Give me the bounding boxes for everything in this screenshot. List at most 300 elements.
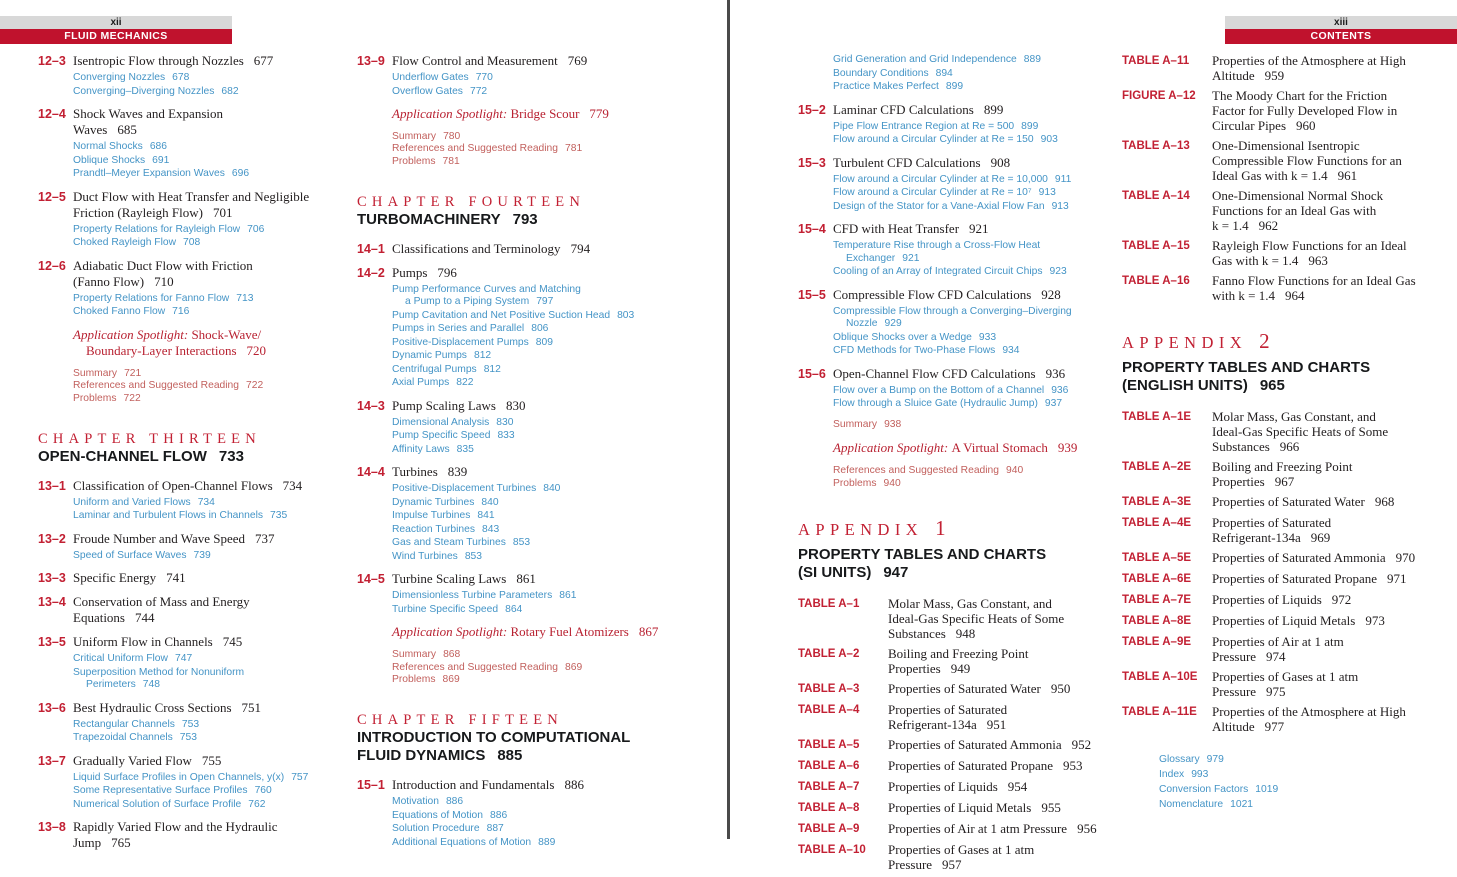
end-matter-item: Problems 869 xyxy=(392,674,460,686)
table-title xyxy=(1212,613,1445,629)
end-matter-item: References and Suggested Reading 781 xyxy=(392,143,583,155)
toc-section xyxy=(38,753,350,812)
end-matter xyxy=(392,131,693,169)
section-body xyxy=(73,478,350,523)
table-entry xyxy=(1122,571,1445,587)
page-ref: 869 xyxy=(442,674,460,686)
page-ref: 806 xyxy=(531,323,549,335)
table-title-line: Altitude 977 xyxy=(1212,719,1285,734)
subentry-line: Solution Procedure 887 xyxy=(392,823,504,835)
section-number: 15–6 xyxy=(798,366,826,381)
subentry-line: Flow over a Bump on the Bottom of a Channel 936 xyxy=(833,384,1069,396)
table-label: TABLE A–7E xyxy=(1122,594,1192,606)
section-body xyxy=(392,777,693,849)
table-label: TABLE A–4 xyxy=(798,704,860,717)
subentry-list xyxy=(833,174,1106,214)
page-ref: 957 xyxy=(942,857,962,873)
page-ref: 952 xyxy=(1071,737,1092,753)
toc-section xyxy=(798,287,1106,358)
section-number: 12–5 xyxy=(38,189,66,204)
table-title-line: Properties of Saturated Propane 971 xyxy=(1212,571,1407,586)
table-title-line: Ideal-Gas Specific Heats of Some xyxy=(888,611,1065,627)
toc-subentry xyxy=(73,168,350,181)
table-title-line: Molar Mass, Gas Constant, and xyxy=(888,596,1052,612)
subentry-line: Temperature Rise through a Cross-Flow Heat xyxy=(833,240,1041,251)
section-title-line: Pumps 796 xyxy=(392,264,457,280)
table-title-line: k = 1.4 962 xyxy=(1212,218,1279,233)
table-entry xyxy=(798,681,1106,697)
page-ref: 948 xyxy=(955,626,976,642)
table-title-line: Altitude 959 xyxy=(1212,68,1285,83)
page-ref: 956 xyxy=(1077,821,1097,837)
toc-section xyxy=(357,464,693,563)
page-ref: 936 xyxy=(1045,365,1066,381)
page-ref: 739 xyxy=(193,549,211,561)
subentry-line: Some Representative Surface Profiles 760 xyxy=(73,785,272,797)
running-header xyxy=(0,29,232,44)
page-ref: 889 xyxy=(538,836,556,848)
section-body xyxy=(73,634,350,692)
section-body xyxy=(833,366,1106,411)
subentry-line: Speed of Surface Waves 739 xyxy=(73,549,211,561)
page-ref: 713 xyxy=(236,292,254,304)
subentry-line: Nozzle 929 xyxy=(846,318,902,329)
subentry-line: Dimensional Analysis 830 xyxy=(392,416,514,428)
table-title-line: One-Dimensional Isentropic xyxy=(1212,138,1360,153)
subentry-line: CFD Methods for Two-Phase Flows 934 xyxy=(833,345,1020,356)
page-ref: 839 xyxy=(447,464,468,480)
page-ref: 928 xyxy=(1041,286,1061,302)
table-title-line: Properties of Gases at 1 atm xyxy=(1212,669,1359,684)
page-ref: 735 xyxy=(270,510,288,522)
chapter-title: OPEN-CHANNEL FLOW 733 xyxy=(38,447,244,465)
page-ref: 685 xyxy=(117,122,137,137)
table-title xyxy=(1212,88,1445,133)
subentry-line: Uniform and Varied Flows 734 xyxy=(73,496,215,508)
table-entry xyxy=(1122,704,1445,734)
page-ref: 861 xyxy=(516,571,536,587)
section-body xyxy=(73,189,350,250)
toc-section xyxy=(798,221,1106,279)
toc-subentry xyxy=(73,550,350,563)
section-body xyxy=(392,241,693,257)
subentry-list xyxy=(73,653,350,692)
section-title-line: Introduction and Fundamentals 886 xyxy=(392,777,584,793)
table-entry-list xyxy=(1122,409,1445,734)
toc-section xyxy=(357,777,693,849)
table-title-line: Boiling and Freezing Point xyxy=(1212,459,1353,474)
page-ref: 899 xyxy=(983,101,1004,117)
page-ref: 760 xyxy=(254,785,272,797)
subentry-line: Rectangular Channels 753 xyxy=(73,718,200,730)
page-ref: 993 xyxy=(1191,769,1209,780)
section-title-line: Adiabatic Duct Flow with Friction xyxy=(73,257,253,273)
toc-column xyxy=(357,53,693,859)
table-label: TABLE A–6 xyxy=(798,760,860,773)
section-number: 14–4 xyxy=(357,465,385,480)
table-label: TABLE A–8E xyxy=(1122,615,1192,627)
table-title-line: Substances 948 xyxy=(888,626,976,642)
subentry-line: Design of the Stator for a Vane-Axial Flow Fan 913 xyxy=(833,200,1069,212)
page-ref: 934 xyxy=(1002,345,1020,356)
table-entry xyxy=(798,779,1106,795)
chapter-title: TURBOMACHINERY 793 xyxy=(357,210,538,228)
subentry-line: Pump Specific Speed 833 xyxy=(392,430,515,442)
subentry-line: Motivation 886 xyxy=(392,796,464,808)
subentry-list xyxy=(392,72,693,98)
page-ref: 748 xyxy=(142,679,160,691)
subentry-line: Laminar and Turbulent Flows in Channels 735 xyxy=(73,510,288,522)
page-ref: 868 xyxy=(443,648,461,660)
spotlight-line: Application Spotlight: Bridge Scour 779 xyxy=(392,106,609,121)
page-ref: 781 xyxy=(442,156,460,168)
page-ref: 975 xyxy=(1266,684,1286,699)
section-number: 13–3 xyxy=(38,571,66,586)
page-ref: 953 xyxy=(1062,758,1083,774)
page-ref: 706 xyxy=(247,223,265,235)
toc-subentry xyxy=(833,68,1106,81)
section-title-line: Pump Scaling Laws 830 xyxy=(392,397,526,413)
section-number: 15–2 xyxy=(798,102,826,117)
page-ref: 969 xyxy=(1310,530,1331,545)
section-body xyxy=(392,398,693,457)
end-matter-item: References and Suggested Reading 722 xyxy=(73,380,264,392)
subentry-list xyxy=(833,385,1106,411)
table-title-line: Properties of Saturated Water 968 xyxy=(1212,494,1395,509)
chapter-kicker: CHAPTER FOURTEEN xyxy=(357,193,586,210)
toc-subentry xyxy=(73,510,350,523)
section-title-line: Froude Number and Wave Speed 737 xyxy=(73,530,275,546)
page-ref: 794 xyxy=(570,240,591,256)
toc-subentry xyxy=(392,364,693,377)
page-ref: 864 xyxy=(505,603,523,615)
toc-subentry xyxy=(833,201,1106,214)
table-entry xyxy=(1122,550,1445,566)
page-ref: 971 xyxy=(1386,571,1407,586)
appendix-heading xyxy=(798,516,1106,582)
page-ref: 977 xyxy=(1264,719,1285,734)
spotlight-label: Application Spotlight: xyxy=(833,440,952,456)
toc-subentry xyxy=(392,604,693,617)
table-label: TABLE A–15 xyxy=(1122,240,1190,252)
columns-container xyxy=(38,53,693,859)
subentry-line: Turbine Specific Speed 864 xyxy=(392,603,523,615)
page-ref: 770 xyxy=(475,72,493,83)
table-label: TABLE A–4E xyxy=(1122,517,1192,529)
page-ref: 964 xyxy=(1284,288,1305,303)
subentry-line: Equations of Motion 886 xyxy=(392,809,508,821)
section-number: 12–6 xyxy=(38,258,66,273)
subentry-list xyxy=(392,796,693,849)
table-title-line: Properties of Air at 1 atm Pressure 956 xyxy=(888,821,1097,837)
table-label: TABLE A–14 xyxy=(1122,190,1190,202)
chapter-title: FLUID DYNAMICS 885 xyxy=(357,747,523,765)
page-ref: 830 xyxy=(496,416,514,428)
toc-column xyxy=(1122,53,1445,877)
table-title xyxy=(888,596,1106,641)
page-ref: 721 xyxy=(124,367,142,379)
page-ref: 835 xyxy=(456,443,474,455)
table-title xyxy=(1212,634,1445,664)
table-label: TABLE A–16 xyxy=(1122,275,1190,287)
subentry-line: Prandtl–Meyer Expansion Waves 696 xyxy=(73,168,250,179)
table-title-line: Refrigerant-134a 951 xyxy=(888,717,1007,733)
page-ref: 682 xyxy=(221,85,239,97)
toc-section xyxy=(798,155,1106,214)
page-ref: 720 xyxy=(246,343,267,358)
toc-column xyxy=(798,53,1106,877)
section-number: 13–1 xyxy=(38,478,66,493)
page-ref: 745 xyxy=(222,634,243,650)
page-ref: 710 xyxy=(154,273,174,289)
toc-subentry xyxy=(833,174,1106,187)
spotlight-line: Boundary-Layer Interactions 720 xyxy=(86,343,267,358)
table-title-line: Rayleigh Flow Functions for an Ideal xyxy=(1212,238,1407,253)
table-title-line: Functions for an Ideal Gas with xyxy=(1212,203,1377,218)
table-entry xyxy=(1122,138,1445,183)
page-ref: 960 xyxy=(1296,118,1316,133)
toc-section xyxy=(38,700,350,745)
page-ref: 869 xyxy=(565,661,583,673)
section-title-line: (Fanno Flow) 710 xyxy=(73,273,174,289)
subentry-list xyxy=(833,306,1106,358)
page-header-left xyxy=(0,16,232,44)
page-left xyxy=(0,0,727,851)
end-matter-item: Summary 721 xyxy=(73,367,142,379)
subentry-line: Critical Uniform Flow 747 xyxy=(73,653,193,665)
page-ref: 938 xyxy=(884,418,902,430)
backmatter-item: Conversion Factors 1019 xyxy=(1159,784,1279,795)
section-title-line: Best Hydraulic Cross Sections 751 xyxy=(73,699,262,715)
chapter-heading xyxy=(38,430,350,466)
page-ref: 737 xyxy=(255,530,275,546)
table-title-line: Molar Mass, Gas Constant, and xyxy=(1212,409,1376,424)
page-ref: 762 xyxy=(248,798,266,810)
toc-subentry xyxy=(73,497,350,510)
table-title-line: Pressure 957 xyxy=(888,857,962,873)
page-ref: 753 xyxy=(179,732,197,744)
subentry-line: Practice Makes Perfect 899 xyxy=(833,81,964,92)
table-title xyxy=(888,681,1106,697)
page-ref: 949 xyxy=(950,661,971,677)
toc-subentry xyxy=(833,345,1106,358)
toc-subentry xyxy=(73,224,350,237)
page-ref: 923 xyxy=(1049,266,1067,277)
table-entry xyxy=(1122,592,1445,608)
page-ref: 940 xyxy=(1006,464,1024,476)
table-label: TABLE A–1 xyxy=(798,598,860,611)
toc-subentry xyxy=(392,810,693,823)
table-label: TABLE A–10E xyxy=(1122,671,1198,683)
toc-subentry xyxy=(392,551,693,564)
section-title-line: Isentropic Flow through Nozzles 677 xyxy=(73,53,274,68)
subentry-line: Reaction Turbines 843 xyxy=(392,523,500,535)
spotlight-line: Application Spotlight: Shock-Wave/ xyxy=(73,326,262,342)
toc-subentry xyxy=(73,667,350,692)
subentry-line: Property Relations for Rayleigh Flow 706 xyxy=(73,223,265,235)
section-title-line: Waves 685 xyxy=(73,122,137,137)
table-title-line: Properties of Liquids 972 xyxy=(1212,592,1352,607)
page-ref: 744 xyxy=(135,610,155,626)
page-ref: 755 xyxy=(201,752,222,768)
spotlight-label: Application Spotlight: xyxy=(73,326,192,342)
toc-subentry xyxy=(392,284,693,309)
page-ref: 861 xyxy=(559,590,577,602)
page-ref: 843 xyxy=(482,523,500,535)
page-ref: 1019 xyxy=(1255,784,1279,795)
table-title xyxy=(1212,515,1445,545)
table-entry xyxy=(798,737,1106,753)
section-title-line: Compressible Flow CFD Calculations 928 xyxy=(833,286,1061,302)
section-title-line: Rapidly Varied Flow and the Hydraulic xyxy=(73,819,278,835)
table-label: TABLE A–2E xyxy=(1122,461,1192,473)
table-title xyxy=(888,702,1106,732)
section-body xyxy=(392,464,693,563)
subentry-list xyxy=(73,224,350,250)
toc-subentry xyxy=(73,772,350,785)
toc-subentry xyxy=(73,785,350,798)
toc-section xyxy=(38,570,350,586)
subentry-line: Exchanger 921 xyxy=(846,252,920,264)
subentry-line: Flow around a Circular Cylinder at Re = 150 903 xyxy=(833,134,1058,145)
page-ref: 853 xyxy=(512,537,531,549)
chapter-heading xyxy=(357,193,693,229)
toc-subentry xyxy=(392,510,693,523)
page-ref: 840 xyxy=(543,483,561,495)
toc-section xyxy=(357,53,693,98)
page-ref: 951 xyxy=(986,717,1007,733)
folio-number: xiii xyxy=(1334,17,1348,28)
table-title xyxy=(888,737,1106,753)
subentry-list xyxy=(392,417,693,457)
toc-subentry xyxy=(392,483,693,496)
section-number: 13–8 xyxy=(38,820,66,835)
toc-subentry xyxy=(392,417,693,430)
toc-section xyxy=(38,478,350,523)
table-title-line: Factor for Fully Developed Flow in xyxy=(1212,103,1398,118)
page-ref: 803 xyxy=(617,309,635,321)
end-matter xyxy=(833,465,1106,491)
table-title xyxy=(888,758,1106,774)
subentry-line: Gas and Steam Turbines 853 xyxy=(392,537,531,549)
page-ref: 751 xyxy=(241,699,262,715)
toc-section xyxy=(38,106,350,181)
page-ref: 963 xyxy=(1308,253,1328,268)
table-label: TABLE A–2 xyxy=(798,648,860,661)
toc-section xyxy=(38,53,350,98)
section-number: 14–3 xyxy=(357,398,385,413)
subentry-list xyxy=(73,293,350,319)
section-body xyxy=(833,221,1106,279)
table-entry xyxy=(798,800,1106,816)
subentry-line: Pump Performance Curves and Matching xyxy=(392,283,581,295)
page-ref: 962 xyxy=(1258,218,1279,233)
subentry-list xyxy=(833,121,1106,147)
page-header-right xyxy=(1225,16,1457,44)
page-ref: 833 xyxy=(497,430,515,442)
subentry-list xyxy=(73,719,350,745)
page-ref: 678 xyxy=(172,72,190,83)
section-title-line: Flow Control and Measurement 769 xyxy=(392,53,588,68)
section-number: 15–5 xyxy=(798,287,826,302)
page-ref: 970 xyxy=(1395,550,1416,565)
table-title xyxy=(888,800,1106,816)
subentry-line: Axial Pumps 822 xyxy=(392,377,474,389)
spotlight-label: Application Spotlight: xyxy=(392,106,511,121)
page-ref: 797 xyxy=(536,296,554,308)
appendix-heading xyxy=(1122,329,1445,395)
subentry-line: Perimeters 748 xyxy=(86,679,160,691)
subentry-list xyxy=(833,240,1106,279)
subentry-line: Affinity Laws 835 xyxy=(392,443,474,455)
section-title-line: Turbines 839 xyxy=(392,464,468,480)
table-title-line: Boiling and Freezing Point xyxy=(888,646,1029,662)
section-title-line: Conservation of Mass and Energy xyxy=(73,594,250,610)
page-ref: 972 xyxy=(1331,592,1352,607)
subentry-list xyxy=(73,550,350,563)
table-title-line: The Moody Chart for the Friction xyxy=(1212,88,1388,103)
end-matter xyxy=(392,649,693,687)
table-title xyxy=(1212,238,1445,268)
table-label: FIGURE A–12 xyxy=(1122,90,1196,102)
table-label: TABLE A–9E xyxy=(1122,636,1192,648)
table-title xyxy=(1212,669,1445,699)
section-number: 13–4 xyxy=(38,595,66,610)
backmatter xyxy=(1159,752,1445,812)
section-body xyxy=(73,531,350,563)
page-ref: 841 xyxy=(477,510,495,522)
table-title xyxy=(1212,138,1445,183)
toc-subentry xyxy=(392,86,693,99)
subentry-line: Pipe Flow Entrance Region at Re = 500 899 xyxy=(833,120,1039,132)
table-entry xyxy=(798,646,1106,676)
table-title-line: Compressible Flow Functions for an xyxy=(1212,153,1402,168)
toc-section xyxy=(798,366,1106,411)
toc-subentry xyxy=(392,72,693,85)
toc-section xyxy=(357,398,693,457)
section-number: 13–2 xyxy=(38,531,66,546)
section-title-line: Uniform Flow in Channels 745 xyxy=(73,634,243,650)
backmatter-item: Glossary 979 xyxy=(1159,754,1224,765)
page-ref: 733 xyxy=(218,447,244,465)
end-matter-item: Problems 722 xyxy=(73,393,141,405)
table-entry-list xyxy=(1122,53,1445,303)
appendix-title: PROPERTY TABLES AND CHARTS xyxy=(798,546,1047,564)
page-ref: 886 xyxy=(564,777,584,793)
section-title-line: Classification of Open-Channel Flows 734 xyxy=(73,477,303,493)
page-ref: 903 xyxy=(1040,134,1058,145)
page-ref: 940 xyxy=(883,477,901,489)
page-ref: 913 xyxy=(1038,187,1056,198)
toc-subentry xyxy=(392,796,693,809)
chapter-kicker: CHAPTER THIRTEEN xyxy=(38,430,261,447)
section-title-line: Duct Flow with Heat Transfer and Negligible xyxy=(73,188,310,204)
end-matter xyxy=(73,368,350,406)
table-entry xyxy=(1122,459,1445,489)
section-number: 15–1 xyxy=(357,778,385,793)
table-label: TABLE A–11 xyxy=(1122,55,1190,67)
table-entry xyxy=(1122,613,1445,629)
section-number: 13–5 xyxy=(38,635,66,650)
toc-subentry xyxy=(392,337,693,350)
toc-subentry xyxy=(73,141,350,154)
appendix-word: APPENDIX xyxy=(798,520,924,540)
table-label: TABLE A–5E xyxy=(1122,552,1192,564)
section-title-line: Turbine Scaling Laws 861 xyxy=(392,571,536,587)
subentry-list xyxy=(392,284,693,390)
table-entry xyxy=(1122,669,1445,699)
table-title-line: Properties of Saturated Ammonia 970 xyxy=(1212,550,1416,565)
